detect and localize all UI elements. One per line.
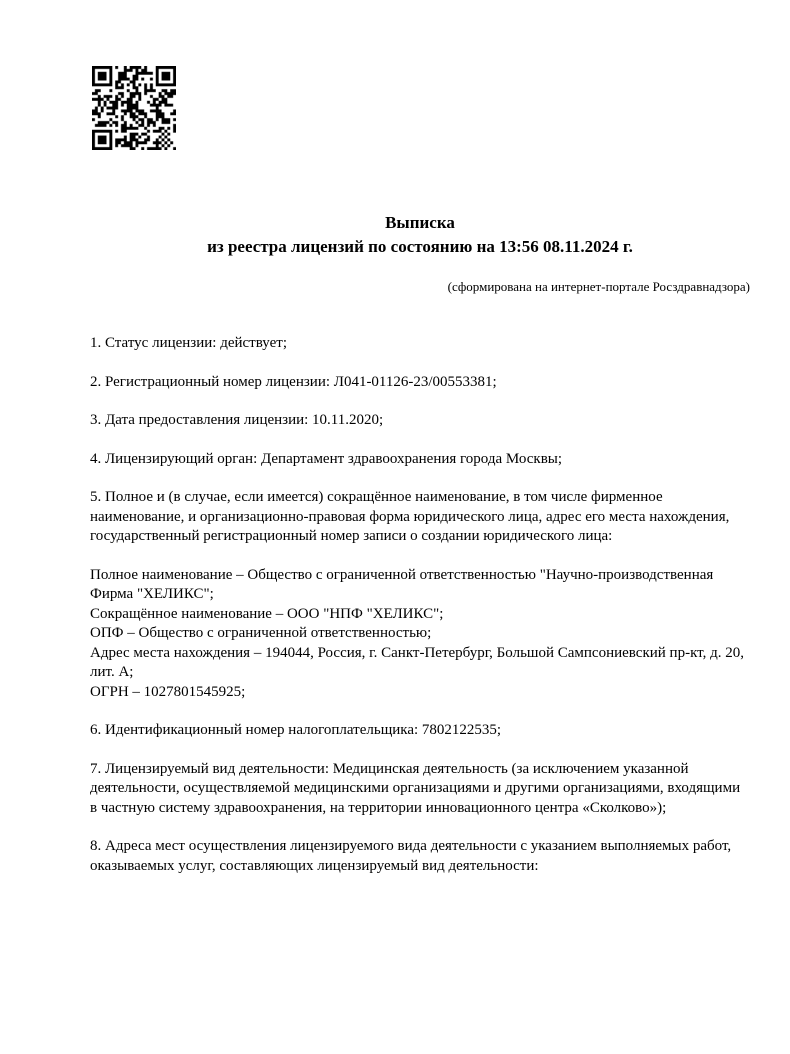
- license-grant-date: 3. Дата предоставления лицензии: 10.11.2020;: [90, 412, 384, 428]
- activity-addresses-intro: 8. Адреса мест осуществления лицензируемого вида деятельности с указанием выполняемых работ, оказываемых услуг, составляющих лицензируемый вид деятельности:: [90, 838, 732, 874]
- company-address: Адрес места нахождения – 194044, Россия, г. Санкт-Петербург, Большой Сампсониевский пр-кт, д. 20, лит. А;: [90, 644, 744, 680]
- company-full-name: Полное наименование – Общество с ограниченной ответственностью "Научно-производственная Фирма "ХЕЛИКС";: [90, 566, 714, 602]
- document-title: [90, 211, 750, 259]
- licensing-authority: 4. Лицензирующий орган: Департамент здравоохранения города Москвы;: [90, 450, 563, 467]
- licensed-activity: 7. Лицензируемый вид деятельности: Медицинская деятельность (за исключением указанной деятельности, осуществляемой медицинскими организациями и другими организациями, входящими в частную систему здравоохранения, на территории инновационного центра «Сколково»);: [90, 760, 741, 816]
- document-content: [90, 0, 750, 876]
- company-short-name: Сокращённое наименование – ООО "НПФ "ХЕЛИКС";: [90, 605, 444, 622]
- company-ogrn: ОГРН – 1027801545925;: [90, 683, 246, 700]
- title-line-2: из реестра лицензий по состоянию на 13:56 08.11.2024 г.: [207, 237, 633, 256]
- company-details: [90, 566, 750, 703]
- license-registration-number: 2. Регистрационный номер лицензии: Л041-01126-23/00553381;: [90, 373, 497, 390]
- org-info-intro: 5. Полное и (в случае, если имеется) сокращённое наименование, в том числе фирменное наименование, и организационно-правовая форма юридического лица, адрес его места нахождения, государственный регистрационный номер записи о создании юридического лица:: [90, 489, 730, 544]
- title-line-1: Выписка: [385, 213, 455, 232]
- taxpayer-id: 6. Идентификационный номер налогоплательщика: 7802122535;: [90, 722, 502, 738]
- document-subtitle: (сформирована на интернет-портале Росздравнадзора): [447, 279, 750, 294]
- company-legal-form: ОПФ – Общество с ограниченной ответственностью;: [90, 625, 432, 641]
- license-status: 1. Статус лицензии: действует;: [90, 335, 287, 351]
